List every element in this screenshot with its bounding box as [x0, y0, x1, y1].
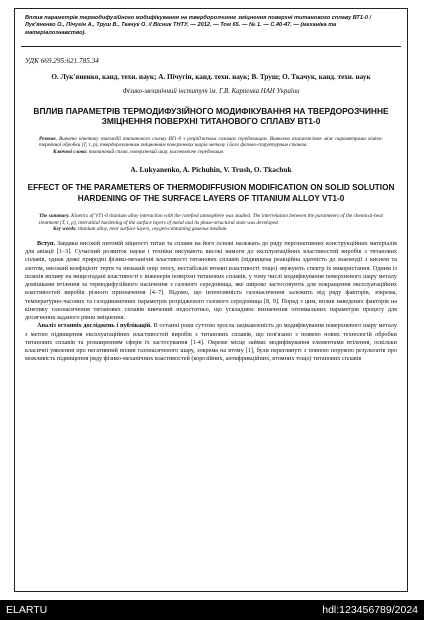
- udk-code: УДК 669.295:621.785.34: [25, 57, 99, 65]
- authors-ukrainian: О. Лук'яненко, канд. техн. наук; А. Пічугін, канд. техн. наук; В. Труш; О. Ткачук, канд. техн. наук: [51, 73, 371, 81]
- keywords-label: Ключові слова:: [53, 148, 88, 155]
- abstract-text: Вивчено кінетику взаємодії титанового сплаву ВТ1-0 з розрідженим газовим середовищем. Виявлено взаємозв'язок між параметрами хіміко-термічної обробки (Т, τ, р), твердорозчинним зміцненням поверхневих шарів металу і його фазово-структурним станом.: [39, 135, 384, 149]
- abstract-english: [39, 213, 383, 226]
- handle-label: hdl:123456789/2024: [322, 604, 418, 616]
- header-rule: [21, 46, 401, 47]
- keywords-en-text: titanium alloy, near surface layers, oxygen-containing gaseous medium.: [78, 226, 228, 233]
- keywords-text: титановий сплав, поверхневий шар, кисневмісне середовище.: [88, 148, 225, 155]
- paragraph-introduction: [25, 240, 397, 323]
- run-in-heading: Аналіз останніх досліджень і публікацій.: [37, 322, 152, 330]
- viewer-footer: [0, 600, 424, 620]
- run-in-heading: Вступ.: [37, 239, 56, 247]
- page-content: [25, 15, 397, 364]
- citation-header: Вплив параметрів термодифузійного модифікування на твердорозчинне зміцнення поверхні титанового сплаву ВТ1-0 / Лук'яненко О., Пічугін А., Труш В., Ткачук О. // Вісник ТНТУ. — 2012. — Том 65. — № 1. — С.40-47. — (механіка та матеріалознавство).: [25, 15, 372, 36]
- authors-english: A. Lukyanenko, A. Pichuhin, V. Trush, O. Tkachuk: [130, 165, 292, 175]
- page-frame: [14, 8, 408, 592]
- title-english: EFFECT OF THE PARAMETERS OF THERMODIFFUSION MODIFICATION ON SOLID SOLUTION HARDENING OF THE SURFACE LAYERS OF TITANIUM ALLOY VT1-0: [27, 183, 395, 203]
- repository-label: ELARTU: [6, 604, 48, 616]
- keywords-ukrainian: [53, 149, 383, 156]
- summary-label: The summary.: [39, 212, 70, 219]
- paragraph-analysis: [25, 322, 397, 363]
- title-ukrainian: ВПЛИВ ПАРАМЕТРІВ ТЕРМОДИФУЗІЙНОГО МОДИФІКУВАННЯ НА ТВЕРДОРОЗЧИННЕ ЗМІЦНЕННЯ ПОВЕРХНІ ТИТАНОВОГО СПЛАВУ ВТ1-0: [33, 106, 389, 127]
- keywords-en-label: Key words:: [53, 226, 77, 233]
- paragraph-text: Завдяки високій питомій міцності титан та сплави на його основі належать до ряду перспективних конструкційних матеріалів для авіації [1–3]. Сучасний розвиток науки і техніки висувають високі вимоги до експлуатаційних властивостей виробів з титанових сплавів, однак деякі природні фізико-механічні властивості титанових сплавів (підвищена реакційна здатність до взаємодії з киснем та азотом, високий коефіцієнт тертя та низький опір зносу, нестабільні втомні властивості тощо) звужують спектр їх використання. Одним із шляхів впливу на вищезгадані властивості є інженерія поверхні титанових сплавів, у тому числі модифікування поверхневого шару металу домішками втілення за термодифузійного насичення з газового середовища, яке широко застосовують для покращення експлуатаційних властивостей виробів різного призначення [4–7]. Відомо, що інтенсивність газонасичення залежить від ряду факторів, зокрема, температурно-часових та газодинамічних параметрів розрідженого газового середовища [8, 9]. Поряд з цим, вплив наведених факторів на кінетику газонасичення титанових сплавів вивчений недостатньо, що ускладнює визначення оптимальних параметрів процесу для досягнення заданого рівня зміцнення.: [25, 239, 397, 321]
- body-text: [25, 240, 397, 364]
- summary-text: Kinetics of VT1-0 titanium alloy interaction with the rarefied atmosphere was studied. The interrelation between the parameters of the chemical-heat treatment (T, τ, p), interstitial hardening of the surface layers of metal and its phase-structural state was developed.: [39, 212, 384, 226]
- abstract-label: Резюме.: [39, 135, 57, 142]
- institute: Фізико-механічний інститут ім. Г.В. Карпенка НАН України: [122, 88, 300, 95]
- keywords-english: [53, 226, 383, 233]
- abstract-ukrainian: [39, 136, 383, 149]
- paragraph-text: В останні роки суттєво зросла зацікавленість до модифікування поверхневого шару металу з метою підвищення експлуатаційних властивостей виробів з титанових сплавів, що пов'язано з появою нових технологій обробки титанових сплавів та розширенням сфери їх застосування [1-4]. Окреме місце займає модифікування елементами втілення, оскільки класичні уявлення про негативний вплив газонасиченого шару, зокрема на втому [1], були переглянуті з повною порукою результатів про можливість підвищення ряду фізико-механічних властивостей (корозійних, антифрикційних, втомних тощо) титанових сплавів: [25, 322, 397, 363]
